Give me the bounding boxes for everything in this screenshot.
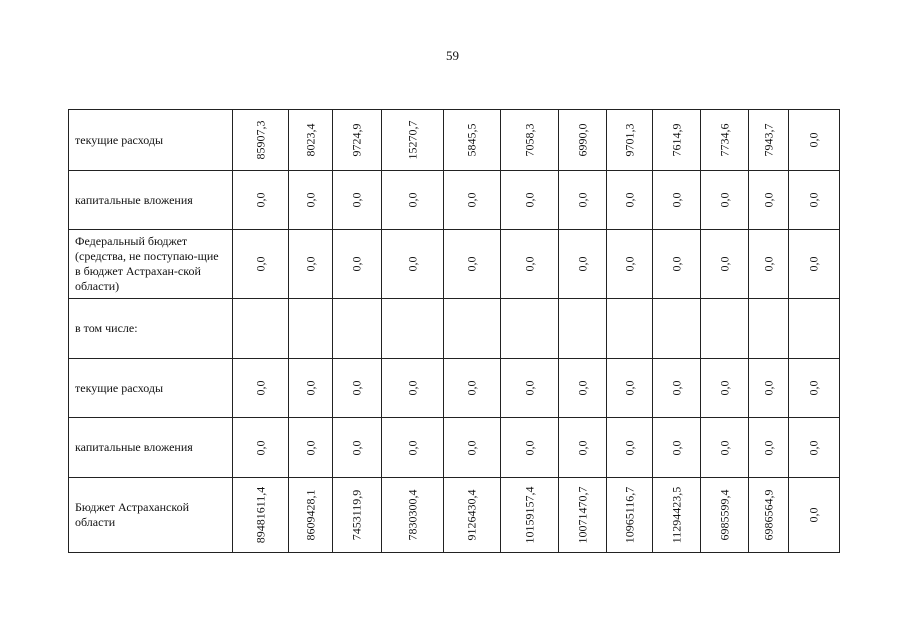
cell-value: 5845,5 <box>464 123 479 157</box>
value-cell <box>749 230 789 299</box>
value-cell <box>444 418 501 478</box>
cell-value: 7734,6 <box>717 123 731 157</box>
value-cell <box>701 171 749 230</box>
value-cell <box>233 359 289 418</box>
cell-value: 0,0 <box>806 192 821 208</box>
table-row <box>69 230 840 299</box>
value-cell <box>501 230 559 299</box>
value-cell <box>289 299 333 359</box>
cell-value: 85907,3 <box>253 120 267 160</box>
cell-value: 0,0 <box>761 256 775 272</box>
value-cell <box>289 230 333 299</box>
value-cell <box>333 418 382 478</box>
cell-value: 0,0 <box>405 440 419 455</box>
row-label: текущие расходы <box>69 359 233 418</box>
cell-value: 0,0 <box>669 440 683 455</box>
cell-value: 0,0 <box>349 380 364 396</box>
cell-value: 0,0 <box>253 440 267 455</box>
value-cell <box>607 478 653 553</box>
cell-value: 0,0 <box>761 192 775 208</box>
value-cell <box>789 110 840 171</box>
value-cell <box>501 171 559 230</box>
value-cell <box>789 418 840 478</box>
cell-value: 0,0 <box>669 256 683 272</box>
value-cell <box>559 478 607 553</box>
table-row <box>69 299 840 359</box>
value-cell <box>701 418 749 478</box>
value-cell <box>333 230 382 299</box>
value-cell <box>444 110 501 171</box>
cell-value: 6986564,9 <box>761 489 775 541</box>
cell-value: 0,0 <box>349 192 364 208</box>
cell-value: 0,0 <box>464 256 479 272</box>
cell-value: 0,0 <box>669 192 683 208</box>
cell-value: 0,0 <box>349 440 364 455</box>
cell-value: 0,0 <box>303 380 317 396</box>
cell-value: 0,0 <box>253 380 267 396</box>
cell-value: 0,0 <box>253 192 267 208</box>
value-cell <box>501 478 559 553</box>
value-cell <box>607 299 653 359</box>
value-cell <box>749 299 789 359</box>
value-cell <box>382 230 444 299</box>
value-cell <box>501 359 559 418</box>
cell-value: 0,0 <box>806 507 821 523</box>
cell-value: 0,0 <box>717 256 731 272</box>
value-cell <box>333 299 382 359</box>
cell-value: 6985599,4 <box>717 489 731 541</box>
cell-value: 0,0 <box>575 440 589 455</box>
value-cell <box>444 299 501 359</box>
cell-value: 7453119,9 <box>349 489 364 541</box>
value-cell <box>382 110 444 171</box>
cell-value: 0,0 <box>806 256 821 272</box>
value-cell <box>749 171 789 230</box>
value-cell <box>789 230 840 299</box>
cell-value: 0,0 <box>622 380 636 396</box>
cell-value: 0,0 <box>761 380 775 396</box>
cell-value: 6990,0 <box>575 123 589 157</box>
value-cell <box>501 299 559 359</box>
cell-value: 0,0 <box>575 256 589 272</box>
cell-value: 0,0 <box>717 380 731 396</box>
budget-table <box>68 109 840 553</box>
cell-value: 0,0 <box>464 380 479 396</box>
value-cell <box>559 230 607 299</box>
cell-value: 0,0 <box>405 192 419 208</box>
value-cell <box>233 110 289 171</box>
cell-value: 0,0 <box>575 192 589 208</box>
value-cell <box>749 110 789 171</box>
value-cell <box>233 171 289 230</box>
cell-value: 11294423,5 <box>669 486 683 544</box>
value-cell <box>382 299 444 359</box>
cell-value: 0,0 <box>806 440 821 455</box>
value-cell <box>559 418 607 478</box>
cell-value: 7943,7 <box>761 123 775 157</box>
table-row <box>69 359 840 418</box>
value-cell <box>444 359 501 418</box>
table-row <box>69 478 840 553</box>
value-cell <box>289 110 333 171</box>
cell-value: 7614,9 <box>669 123 683 157</box>
cell-value: 0,0 <box>761 440 775 455</box>
value-cell <box>653 359 701 418</box>
cell-value: 0,0 <box>464 440 479 455</box>
value-cell <box>501 110 559 171</box>
value-cell <box>653 418 701 478</box>
cell-value: 0,0 <box>405 256 419 272</box>
value-cell <box>333 359 382 418</box>
cell-value: 7058,3 <box>522 123 536 157</box>
cell-value: 0,0 <box>575 380 589 396</box>
cell-value: 10965116,7 <box>622 486 636 544</box>
cell-value: 0,0 <box>253 256 267 272</box>
cell-value: 0,0 <box>522 256 536 272</box>
value-cell <box>559 110 607 171</box>
value-cell <box>382 171 444 230</box>
value-cell <box>749 418 789 478</box>
value-cell <box>233 299 289 359</box>
value-cell <box>233 478 289 553</box>
cell-value: 0,0 <box>522 440 536 455</box>
cell-value: 0,0 <box>303 440 317 455</box>
value-cell <box>382 478 444 553</box>
cell-value: 0,0 <box>522 192 536 208</box>
table-row <box>69 171 840 230</box>
value-cell <box>444 230 501 299</box>
cell-value: 0,0 <box>522 380 536 396</box>
cell-value: 9724,9 <box>349 123 364 157</box>
page-number: 59 <box>446 48 459 63</box>
value-cell <box>653 110 701 171</box>
cell-value: 89481611,4 <box>253 486 267 544</box>
value-cell <box>289 478 333 553</box>
value-cell <box>653 230 701 299</box>
value-cell <box>653 478 701 553</box>
cell-value: 0,0 <box>806 380 821 396</box>
value-cell <box>233 418 289 478</box>
value-cell <box>607 418 653 478</box>
value-cell <box>382 418 444 478</box>
value-cell <box>607 171 653 230</box>
cell-value: 8609428,1 <box>303 489 317 541</box>
cell-value: 0,0 <box>464 192 479 208</box>
value-cell <box>333 171 382 230</box>
table-row <box>69 418 840 478</box>
value-cell <box>789 171 840 230</box>
cell-value: 9126430,4 <box>464 489 479 541</box>
cell-value: 10071470,7 <box>575 486 589 544</box>
cell-value: 9701,3 <box>622 123 636 157</box>
value-cell <box>749 478 789 553</box>
cell-value: 0,0 <box>303 256 317 272</box>
value-cell <box>701 359 749 418</box>
row-label: Бюджет Астраханской области <box>69 478 233 553</box>
row-label: Федеральный бюджет (средства, не поступаю-щие в бюджет Астрахан-ской области) <box>69 230 233 299</box>
value-cell <box>333 478 382 553</box>
row-label: в том числе: <box>69 299 233 359</box>
cell-value: 8023,4 <box>303 123 317 157</box>
cell-value: 7830300,4 <box>405 489 419 541</box>
table-row <box>69 110 840 171</box>
cell-value: 0,0 <box>349 256 364 272</box>
value-cell <box>789 359 840 418</box>
value-cell <box>559 299 607 359</box>
row-label: капитальные вложения <box>69 171 233 230</box>
row-label: текущие расходы <box>69 110 233 171</box>
value-cell <box>559 171 607 230</box>
value-cell <box>789 299 840 359</box>
cell-value: 0,0 <box>717 192 731 208</box>
value-cell <box>233 230 289 299</box>
value-cell <box>444 171 501 230</box>
cell-value: 0,0 <box>303 192 317 208</box>
value-cell <box>701 230 749 299</box>
value-cell <box>444 478 501 553</box>
value-cell <box>382 359 444 418</box>
value-cell <box>289 418 333 478</box>
row-label: капитальные вложения <box>69 418 233 478</box>
value-cell <box>653 299 701 359</box>
value-cell <box>701 478 749 553</box>
cell-value: 0,0 <box>669 380 683 396</box>
value-cell <box>607 230 653 299</box>
value-cell <box>559 359 607 418</box>
value-cell <box>701 299 749 359</box>
cell-value: 0,0 <box>622 440 636 455</box>
cell-value: 0,0 <box>717 440 731 455</box>
cell-value: 0,0 <box>622 192 636 208</box>
value-cell <box>607 359 653 418</box>
value-cell <box>653 171 701 230</box>
value-cell <box>749 359 789 418</box>
value-cell <box>289 359 333 418</box>
value-cell <box>701 110 749 171</box>
cell-value: 0,0 <box>622 256 636 272</box>
value-cell <box>289 171 333 230</box>
cell-value: 0,0 <box>806 132 821 148</box>
cell-value: 15270,7 <box>405 120 419 160</box>
value-cell <box>607 110 653 171</box>
value-cell <box>789 478 840 553</box>
value-cell <box>333 110 382 171</box>
cell-value: 10159157,4 <box>522 486 536 544</box>
value-cell <box>501 418 559 478</box>
cell-value: 0,0 <box>405 380 419 396</box>
